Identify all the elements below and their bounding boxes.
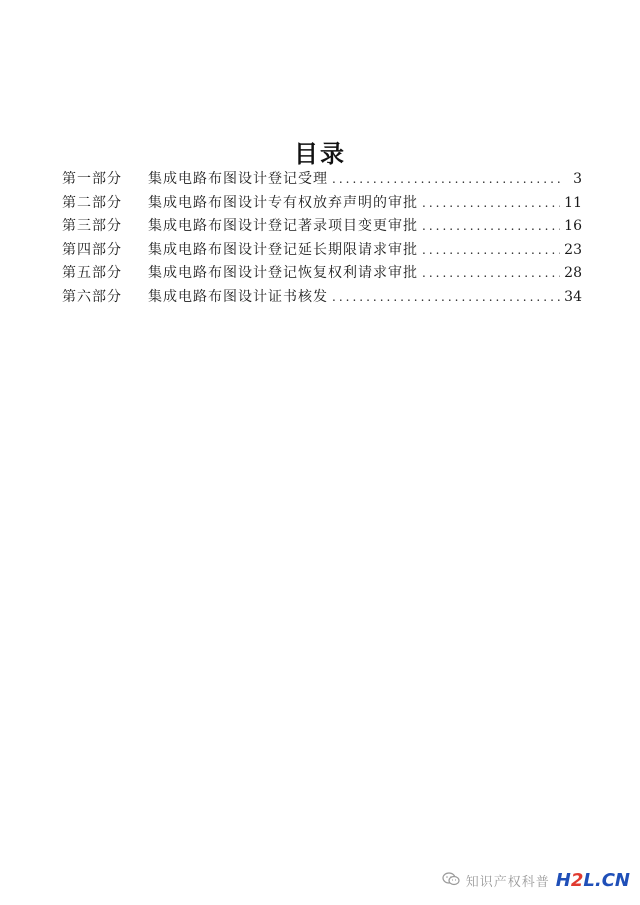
- toc-page-number: 11: [564, 194, 582, 211]
- toc-part-label: 第三部分: [62, 218, 122, 234]
- toc-page-number: 23: [564, 241, 582, 258]
- brand-logo-part: 2: [570, 870, 584, 891]
- toc-part-label: 第二部分: [62, 194, 122, 211]
- toc-entry-title: 集成电路布图设计专有权放弃声明的审批: [148, 194, 418, 211]
- toc-page-number: 28: [564, 265, 582, 281]
- toc-dot-leader: [422, 196, 560, 210]
- brand-logo-part: H: [555, 870, 571, 891]
- toc-page-number: 16: [564, 218, 582, 234]
- toc-dot-leader: [422, 219, 560, 233]
- toc-entry-title: 集成电路布图设计登记著录项目变更审批: [148, 218, 418, 234]
- toc-entry-title: 集成电路布图设计证书核发: [148, 288, 328, 305]
- wechat-icon: [442, 871, 460, 890]
- toc-list: [62, 168, 582, 309]
- toc-entry-title: 集成电路布图设计登记恢复权利请求审批: [148, 265, 418, 281]
- toc-page-number: 3: [573, 171, 582, 187]
- brand-logo: [556, 870, 630, 891]
- brand-logo-part: L.CN: [583, 870, 630, 891]
- toc-dot-leader: [332, 172, 560, 186]
- toc-part-label: 第一部分: [62, 171, 122, 187]
- watermark-text: 知识产权科普: [465, 875, 550, 890]
- toc-part-label: 第六部分: [62, 288, 122, 305]
- toc-dot-leader: [332, 290, 560, 304]
- toc-entry[interactable]: [62, 286, 582, 310]
- toc-entry[interactable]: [62, 262, 582, 286]
- toc-title: 目录: [294, 140, 346, 168]
- toc-page-number: 34: [564, 288, 582, 305]
- toc-entry[interactable]: [62, 239, 582, 263]
- toc-entry[interactable]: [62, 168, 582, 192]
- toc-entry-title: 集成电路布图设计登记延长期限请求审批: [148, 241, 418, 258]
- toc-entry[interactable]: [62, 215, 582, 239]
- toc-dot-leader: [422, 243, 560, 257]
- toc-part-label: 第四部分: [62, 241, 122, 258]
- toc-dot-leader: [422, 266, 560, 280]
- watermark: [442, 870, 630, 891]
- toc-entry-title: 集成电路布图设计登记受理: [148, 171, 328, 187]
- toc-entry[interactable]: [62, 192, 582, 216]
- toc-part-label: 第五部分: [62, 265, 122, 281]
